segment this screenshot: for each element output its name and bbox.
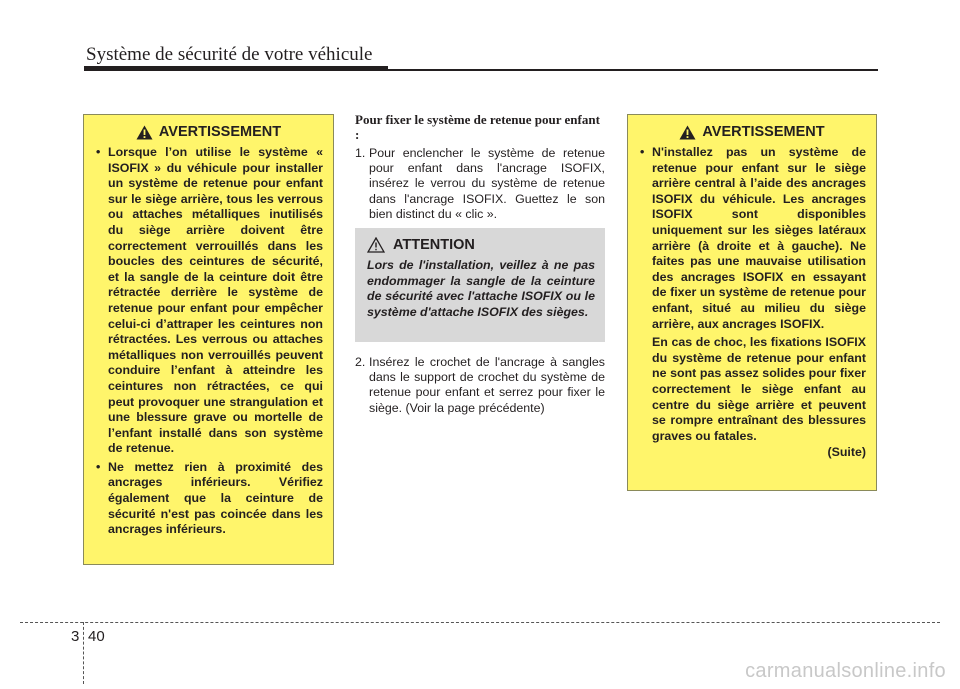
left-warning-header [84,124,333,140]
caution-triangle-icon [367,237,385,253]
right-warning-box [627,114,877,491]
step-number: 1. [355,146,366,160]
footer-divider [83,622,84,684]
procedure-step-2 [355,355,605,416]
step-number: 2. [355,355,366,369]
left-warning-box [83,114,334,565]
header-rule-thick [84,66,388,71]
right-warning-paragraph: En cas de choc, les fixations ISOFIX du système de retenue pour enfant ne sont pas assez solides pour fixer correctement le siège enfant au centre du siège arrière et peuvent se rompre entraînant des blessures graves ou fatales. [652,335,866,443]
attention-box [355,228,605,342]
right-warning-header [628,124,876,140]
page-header-title: Système de sécurité de votre véhicule [86,44,373,65]
step-text: Pour enclencher le système de retenue pour enfant dans l'ancrage ISOFIX, insérez le verrou du système de retenue dans l'ancrage ISOFIX. Guettez le son bien distinct du « clic ». [369,146,605,221]
procedure-step-1 [355,146,605,222]
header-rule-thin [388,69,878,71]
warning-triangle-icon [679,125,696,140]
page-number: 40 [88,628,105,645]
left-warning-item: • Lorsque l’on utilise le système « ISOFIX » du véhicule pour installer un système de retenue pour enfant sur le siège arrière, tous les verrous ou attaches métalliques inutilisés du siège arrière doivent être correctement verrouillés dans les boucles des ceintures de sécurité, et la sangle de la ceinture doit être rétractée derrière le système de retenue pour enfant pour empêcher celui-ci d’attraper les ceintures non rétractées. Les verrous ou attaches métalliques non verrouillés peuvent conduire l’enfant à atteindre les ceintures non rétractées, ce qui peut provoquer une strangulation et une blessure grave ou mortelle de l’enfant installé dans son système de retenue. [96,145,323,457]
attention-title: ATTENTION [393,237,475,253]
footer-rule [20,622,940,623]
procedure-heading: Pour fixer le système de retenue pour enfant : [355,112,600,142]
left-warning-title: AVERTISSEMENT [158,124,282,140]
attention-body: Lors de l'installation, veillez à ne pas endommager la sangle de la ceinture de sécurité avec l'attache ISOFIX ou le système d'attache ISOFIX des sièges. [367,258,595,319]
step-text: Insérez le crochet de l'ancrage à sangles dans le support de crochet du système de retenue pour enfant et serrez pour fixer le siège. (Voir la page précédente) [369,355,605,415]
watermark: carmanualsonline.info [745,660,946,682]
warning-triangle-icon [136,125,153,140]
chapter-number: 3 [71,628,80,645]
continued-label: (Suite) [827,445,866,460]
right-warning-title: AVERTISSEMENT [702,124,825,140]
attention-header [367,237,605,253]
procedure-step-2-content [355,355,605,416]
middle-column [355,112,605,222]
left-warning-item: • Ne mettez rien à proximité des ancrages inférieurs. Vérifiez également que la ceinture de sécurité n'est pas coincée dans les ancrages inférieurs. [96,460,323,538]
right-warning-item: • N'installez pas un système de retenue pour enfant sur le siège arrière central à l’aide des ancrages ISOFIX du véhicule. Les ancrages ISOFIX sont disponibles uniquement sur les sièges latéraux arrière (à droite et à gauche). Ne faites pas une mauvaise utilisation des ancrages ISOFIX en essayant de fixer un système de retenue pour enfant, situé au milieu du siège arrière, aux ancrages ISOFIX. [640,145,866,332]
